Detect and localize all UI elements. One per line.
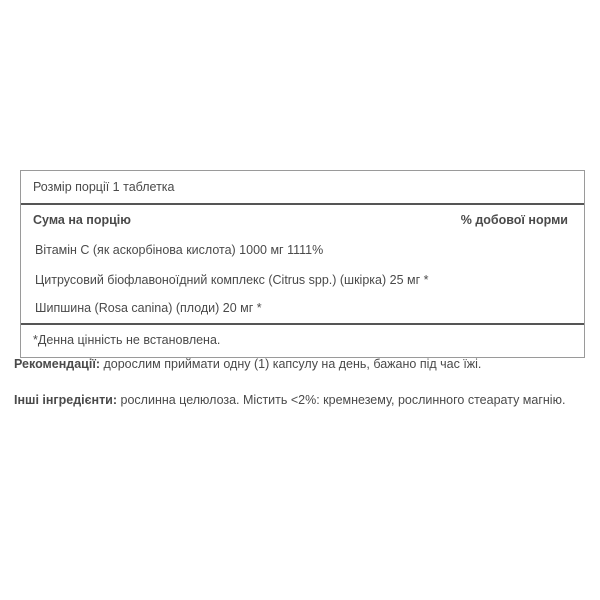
ingredient-row: Шипшина (Rosa canina) (плоди) 20 мг * (35, 301, 262, 315)
recommendations-label: Рекомендації: (14, 357, 101, 371)
ingredient-row: Вітамін С (як аскорбінова кислота) 1000 мг 1111% (35, 243, 324, 257)
recommendations-paragraph (14, 356, 574, 373)
other-ingredients-paragraph (14, 392, 574, 409)
recommendations-text: дорослим приймати одну (1) капсулу на день, бажано під час їжі. (100, 357, 482, 371)
amount-per-serving-label: Сума на порцію (33, 213, 131, 227)
daily-value-header: % добової норми (460, 213, 568, 227)
serving-size: Розмір порції 1 таблетка (21, 171, 584, 205)
other-ingredients-label: Інші інгредієнти: (14, 393, 118, 407)
ingredient-row: Цитрусовий біофлавоноїдний комплекс (Citrus spp.) (шкірка) 25 мг * (35, 273, 429, 287)
table-header (21, 205, 584, 235)
other-ingredients-text: рослинна целюлоза. Містить <2%: кремнезему, рослинного стеарату магнію. (117, 393, 566, 407)
supplement-facts-table (20, 170, 585, 358)
daily-value-footnote: *Денна цінність не встановлена. (21, 323, 584, 357)
